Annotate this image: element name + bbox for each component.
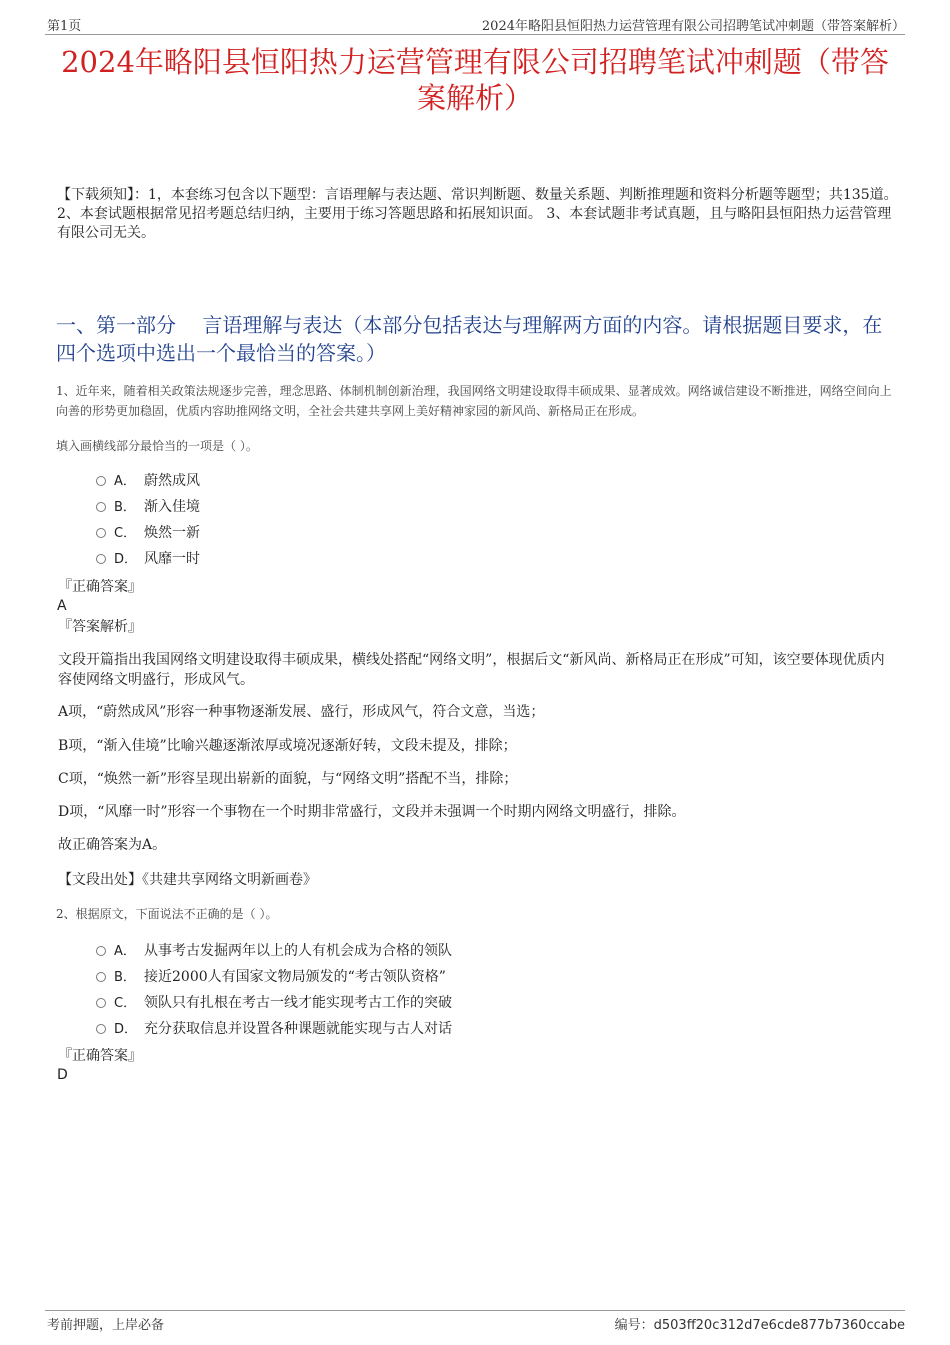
- page-footer: [45, 1310, 905, 1331]
- radio-icon[interactable]: [96, 528, 106, 538]
- analysis-option-c: C项，“焕然一新”形容呈现出崭新的面貌，与“网络文明”搭配不当，排除；: [58, 771, 518, 787]
- radio-icon[interactable]: [96, 554, 106, 564]
- page-number: 第1页: [47, 19, 82, 34]
- question-1-option-b[interactable]: B． 渐入佳境: [96, 498, 200, 517]
- question-1-stem: 1、近年来，随着相关政策法规逐步完善，理念思路、体制机制创新治理，我国网络文明建设取得丰硕成果、显著成效。网络诚信建设不断推进，网络空间向上向善的形势更加稳固，优质内容助推网络文明，全社会共建共享网上美好精神家园的新风尚、新格局正在形成。: [56, 384, 892, 418]
- radio-icon[interactable]: [96, 972, 106, 982]
- analysis-option-a: A项，“蔚然成风”形容一种事物逐渐发展、盛行，形成风气，符合文意，当选；: [58, 704, 545, 720]
- radio-icon[interactable]: [96, 946, 106, 956]
- question-1-answer-label: 『正确答案』: [58, 579, 142, 595]
- footer-code-wrapper: [615, 1314, 905, 1333]
- question-1-option-c[interactable]: C． 焕然一新: [96, 524, 200, 543]
- radio-icon[interactable]: [96, 502, 106, 512]
- header-doc-title: 2024年略阳县恒阳热力运营管理有限公司招聘笔试冲刺题（带答案解析）: [481, 19, 905, 34]
- download-notice: 【下载须知】：1，本套练习包含以下题型：言语理解与表达题、常识判断题、数量关系题、判断推理题和资料分析题等题型；共135道。 2、本套试题根据常见招考题总结归纳，主要用于练习答题思路和拓展知识面。 3、本套试题非考试真题，且与略阳县恒阳热力运营管理有限公司无关。: [57, 187, 898, 241]
- radio-icon[interactable]: [96, 476, 106, 486]
- footer-code: d503ff20c312d7e6cde877b7360ccabe: [653, 1318, 905, 1333]
- section-heading: 一、第一部分 言语理解与表达（本部分包括表达与理解两方面的内容。请根据题目要求，在四个选项中选出一个最恰当的答案。）: [56, 313, 883, 365]
- radio-icon[interactable]: [96, 998, 106, 1008]
- footer-code-label: 编号：: [614, 1318, 654, 1333]
- question-1-option-d[interactable]: D． 风靡一时: [96, 550, 200, 569]
- question-2-option-d[interactable]: D． 充分获取信息并设置各种课题就能实现与古人对话: [96, 1020, 452, 1039]
- question-2-answer: D: [57, 1067, 68, 1083]
- question-1-prompt: 填入画横线部分最恰当的一项是（ ）。: [56, 439, 258, 453]
- analysis-paragraph: 文段开篇指出我国网络文明建设取得丰硕成果，横线处搭配“网络文明”，根据后文“新风尚、新格局正在形成”可知，该空要体现优质内容使网络文明盛行，形成风气。: [58, 652, 885, 688]
- question-1-option-a[interactable]: A． 蔚然成风: [96, 472, 200, 491]
- page-header: [45, 12, 905, 35]
- analysis-option-b: B项，“渐入佳境”比喻兴趣逐渐浓厚或境况逐渐好转，文段未提及，排除；: [58, 738, 517, 754]
- question-1-answer: A: [57, 598, 67, 614]
- footer-slogan: 考前押题，上岸必备: [47, 1318, 165, 1333]
- question-2-option-c[interactable]: C． 领队只有扎根在考古一线才能实现考古工作的突破: [96, 994, 452, 1013]
- analysis-conclusion: 故正确答案为A。: [58, 837, 167, 853]
- radio-icon[interactable]: [96, 1024, 106, 1034]
- question-2-option-a[interactable]: A． 从事考古发掘两年以上的人有机会成为合格的领队: [96, 942, 452, 961]
- question-2-stem: 2、根据原文，下面说法不正确的是（ ）。: [56, 907, 278, 921]
- analysis-option-d: D项，“风靡一时”形容一个事物在一个时期非常盛行，文段并未强调一个时期内网络文明盛行，排除。: [58, 804, 686, 820]
- analysis-source: 【文段出处】《共建共享网络文明新画卷》: [58, 872, 317, 888]
- question-2-option-b[interactable]: B． 接近2000人有国家文物局颁发的“考古领队资格”: [96, 968, 446, 987]
- document-title: 2024年略阳县恒阳热力运营管理有限公司招聘笔试冲刺题（带答案解析）: [61, 45, 889, 115]
- question-1-analysis-label: 『答案解析』: [58, 619, 142, 635]
- question-2-answer-label: 『正确答案』: [58, 1048, 142, 1064]
